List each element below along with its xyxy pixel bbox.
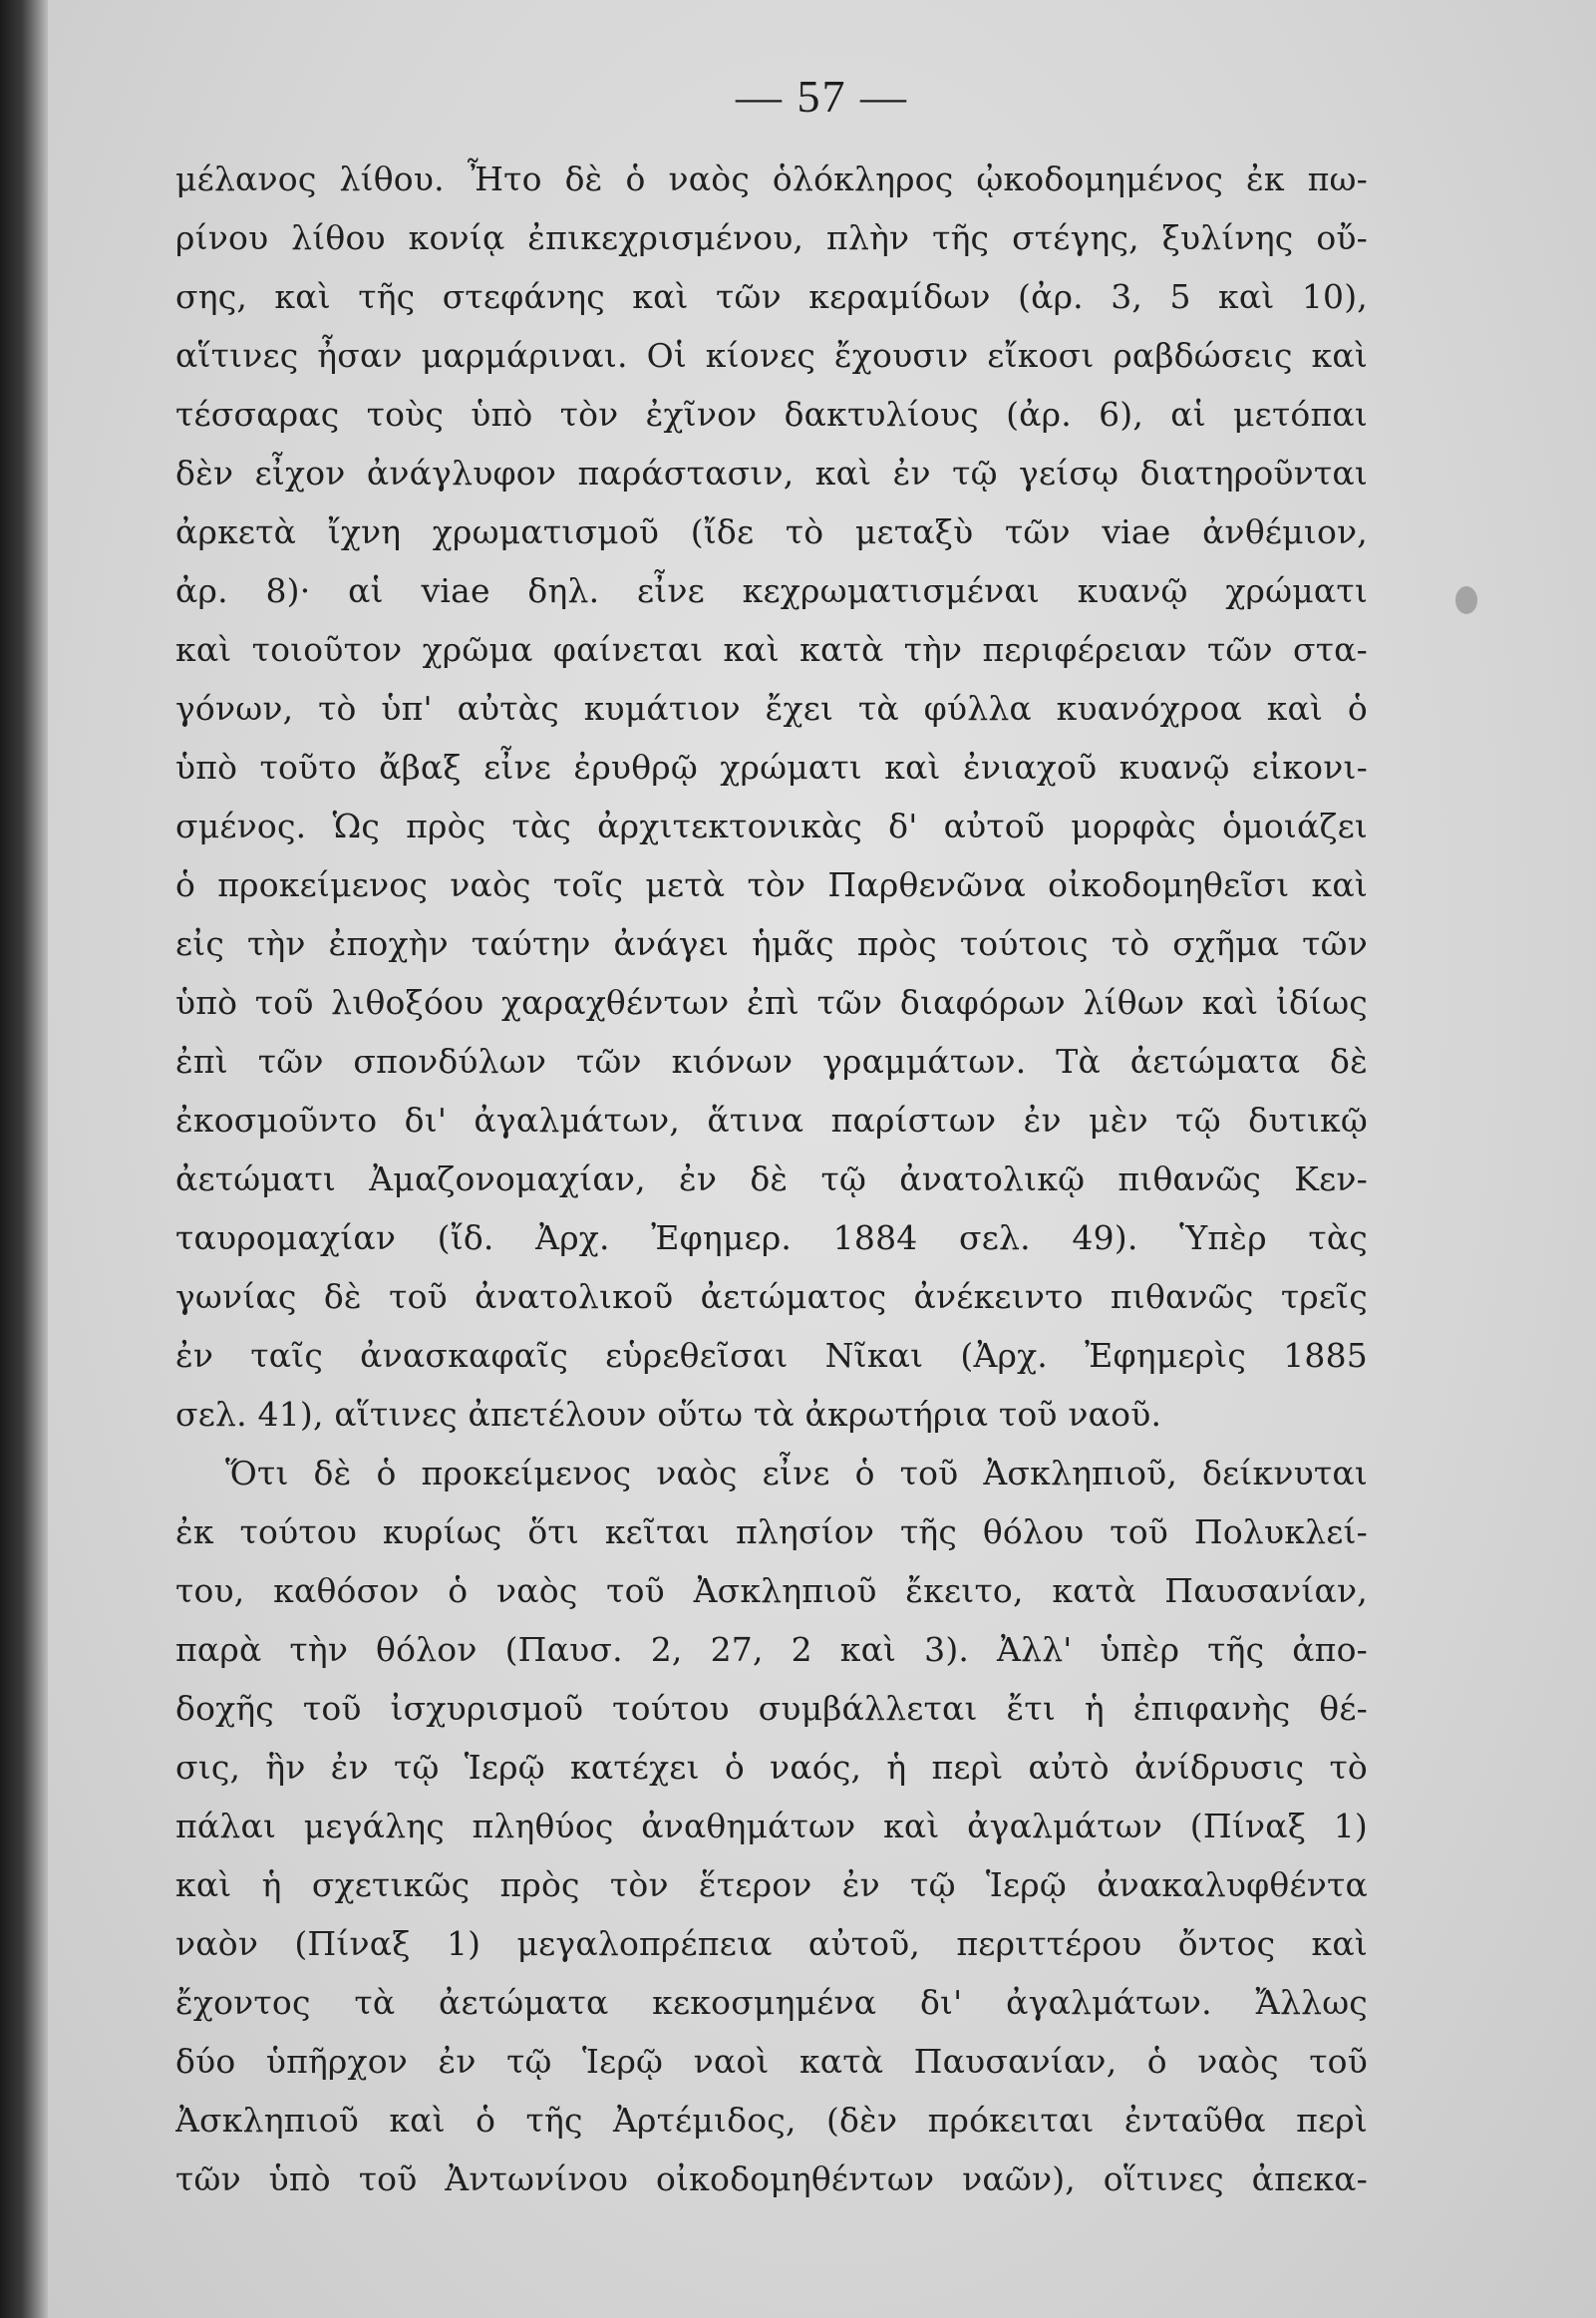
text-line: γωνίας δὲ τοῦ ἀνατολικοῦ ἀετώματος ἀνέκειντο πιθανῶς τρεῖς (175, 1277, 1368, 1316)
text-line: παρὰ τὴν θόλον (Παυσ. 2, 27, 2 καὶ 3). Ἀλλ' ὑπὲρ τῆς ἀπο- (175, 1630, 1368, 1669)
text-line: ναὸν (Πίναξ 1) μεγαλοπρέπεια αὐτοῦ, περιττέρου ὄντος καὶ (175, 1924, 1368, 1963)
text-line: Ἀσκληπιοῦ καὶ ὁ τῆς Ἀρτέμιδος, (δὲν πρόκειται ἐνταῦθα περὶ (175, 2101, 1368, 2140)
page-number: — 57 — (736, 71, 908, 122)
text-line: ταυρομαχίαν (ἴδ. Ἀρχ. Ἐφημερ. 1884 σελ. 49). Ὑπὲρ τὰς (175, 1218, 1368, 1257)
book-page (48, 0, 1596, 2318)
text-line: ἐκοσμοῦντο δι' ἀγαλμάτων, ἅτινα παρίστων ἐν μὲν τῷ δυτικῷ (175, 1101, 1368, 1140)
text-line: ὑπὸ τοῦτο ἄβαξ εἶνε ἐρυθρῷ χρώματι καὶ ἐνιαχοῦ κυανῷ εἰκονι- (175, 748, 1368, 787)
text-line: ὑπὸ τοῦ λιθοξόου χαραχθέντων ἐπὶ τῶν διαφόρων λίθων καὶ ἰδίως (175, 983, 1368, 1022)
text-line: Ὅτι δὲ ὁ προκείμενος ναὸς εἶνε ὁ τοῦ Ἀσκληπιοῦ, δείκνυται (225, 1454, 1368, 1492)
text-line: δύο ὑπῆρχον ἐν τῷ Ἱερῷ ναοὶ κατὰ Παυσανίαν, ὁ ναὸς τοῦ (175, 2042, 1368, 2081)
text-line: ἐν ταῖς ἀνασκαφαῖς εὑρεθεῖσαι Νῖκαι (Ἀρχ. Ἐφημερὶς 1885 (175, 1336, 1368, 1375)
text-line: δοχῆς τοῦ ἰσχυρισμοῦ τούτου συμβάλλεται ἔτι ἡ ἐπιφανὴς θέ- (175, 1689, 1368, 1728)
text-line: μέλανος λίθου. Ἦτο δὲ ὁ ναὸς ὁλόκληρος ᾠκοδομημένος ἐκ πω- (175, 160, 1368, 198)
text-line: σης, καὶ τῆς στεφάνης καὶ τῶν κεραμίδων (ἀρ. 3, 5 καὶ 10), (175, 277, 1368, 316)
text-line: αἵτινες ἦσαν μαρμάριναι. Οἱ κίονες ἔχουσιν εἴκοσι ραβδώσεις καὶ (175, 336, 1368, 375)
text-line: γόνων, τὸ ὑπ' αὐτὰς κυμάτιον ἔχει τὰ φύλλα κυανόχροα καὶ ὁ (175, 689, 1368, 728)
text-line: ἐκ τούτου κυρίως ὅτι κεῖται πλησίον τῆς θόλου τοῦ Πολυκλεί- (175, 1512, 1368, 1551)
text-line: καὶ ἡ σχετικῶς πρὸς τὸν ἕτερον ἐν τῷ Ἱερῷ ἀνακαλυφθέντα (175, 1865, 1368, 1904)
text-line: ἐπὶ τῶν σπονδύλων τῶν κιόνων γραμμάτων. Τὰ ἀετώματα δὲ (175, 1042, 1368, 1081)
text-line: ἔχοντος τὰ ἀετώματα κεκοσμημένα δι' ἀγαλμάτων. Ἄλλως (175, 1983, 1368, 2022)
body-text (175, 150, 1368, 2208)
text-line: σελ. 41), αἵτινες ἀπετέλουν οὕτω τὰ ἀκρωτήρια τοῦ ναοῦ. (175, 1395, 1162, 1434)
text-line: δὲν εἶχον ἀνάγλυφον παράστασιν, καὶ ἐν τῷ γείσῳ διατηροῦνται (175, 454, 1368, 493)
text-line: ἀρκετὰ ἴχνη χρωματισμοῦ (ἴδε τὸ μεταξὺ τῶν viae ἀνθέμιον, (175, 512, 1368, 551)
text-line: εἰς τὴν ἐποχὴν ταύτην ἀνάγει ἡμᾶς πρὸς τούτοις τὸ σχῆμα τῶν (175, 924, 1368, 963)
text-line: του, καθόσον ὁ ναὸς τοῦ Ἀσκληπιοῦ ἔκειτο, κατὰ Παυσανίαν, (175, 1571, 1368, 1610)
text-line: ρίνου λίθου κονίᾳ ἐπικεχρισμένου, πλὴν τῆς στέγης, ξυλίνης οὔ- (175, 218, 1368, 257)
text-line: πάλαι μεγάλης πληθύος ἀναθημάτων καὶ ἀγαλμάτων (Πίναξ 1) (175, 1807, 1368, 1845)
text-line: τέσσαρας τοὺς ὑπὸ τὸν ἐχῖνον δακτυλίους (ἀρ. 6), αἱ μετόπαι (175, 395, 1368, 434)
text-line: σμένος. Ὡς πρὸς τὰς ἀρχιτεκτονικὰς δ' αὐτοῦ μορφὰς ὁμοιάζει (175, 807, 1368, 845)
text-line: τῶν ὑπὸ τοῦ Ἀντωνίνου οἰκοδομηθέντων ναῶν), οἵτινες ἀπεκα- (175, 2159, 1368, 2198)
book-binding-edge (0, 0, 48, 2318)
ink-smudge (1455, 586, 1477, 614)
text-line: ἀρ. 8)· αἱ viae δηλ. εἶνε κεχρωματισμέναι κυανῷ χρώματι (175, 571, 1368, 610)
text-line: καὶ τοιοῦτον χρῶμα φαίνεται καὶ κατὰ τὴν περιφέρειαν τῶν στα- (175, 630, 1368, 669)
text-line: ὁ προκείμενος ναὸς τοῖς μετὰ τὸν Παρθενῶνα οἰκοδομηθεῖσι καὶ (175, 865, 1368, 904)
text-line: σις, ἣν ἐν τῷ Ἱερῷ κατέχει ὁ ναός, ἡ περὶ αὐτὸ ἀνίδρυσις τὸ (175, 1748, 1368, 1787)
text-line: ἀετώματι Ἀμαζονομαχίαν, ἐν δὲ τῷ ἀνατολικῷ πιθανῶς Κεν- (175, 1159, 1368, 1198)
